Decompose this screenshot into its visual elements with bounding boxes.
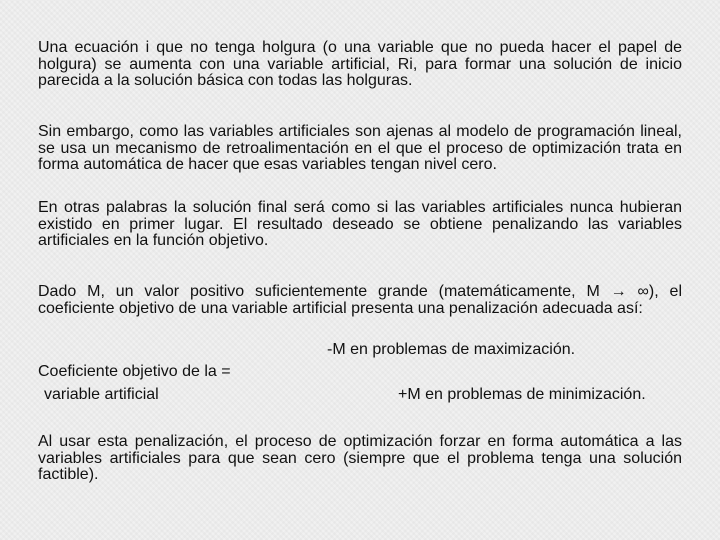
- paragraph-feedback-mechanism: Sin embargo, como las variables artificiales son ajenas al modelo de programación lineal, se usa un mecanismo de retroalimentación en el que el proceso de optimización trata en forma automática de hacer que esas variables tengan nivel cero.: [38, 123, 682, 173]
- penalty-max-case: -M en problemas de maximización.: [327, 341, 576, 358]
- penalty-label-line2: variable artificial: [44, 386, 159, 403]
- paragraph-penalty-effect: Al usar esta penalización, el proceso de optimización forzar en forma automática a las variables artificiales para que sean cero (siempre que el problema tenga una solución factible).: [38, 433, 682, 483]
- penalty-label-line1: Coeficiente objetivo de la =: [38, 363, 231, 380]
- paragraph-artificial-variable-intro: Una ecuación i que no tenga holgura (o una variable que no pueda hacer el papel de holgura) se aumenta con una variable artificial, Ri, para formar una solución de inicio parecida a la solución básica con todas las holguras.: [38, 39, 682, 89]
- paragraph-big-m-definition: Dado M, un valor positivo suficientemente grande (matemáticamente, M → ∞), el coeficiente objetivo de una variable artificial presenta una penalización adecuada así:: [38, 283, 682, 317]
- paragraph-final-solution: En otras palabras la solución final será como si las variables artificiales nunca hubieran existido en primer lugar. El resultado deseado se obtiene penalizando las variables artificiales en la función objetivo.: [38, 199, 682, 249]
- penalty-min-case: +M en problemas de minimización.: [398, 386, 646, 403]
